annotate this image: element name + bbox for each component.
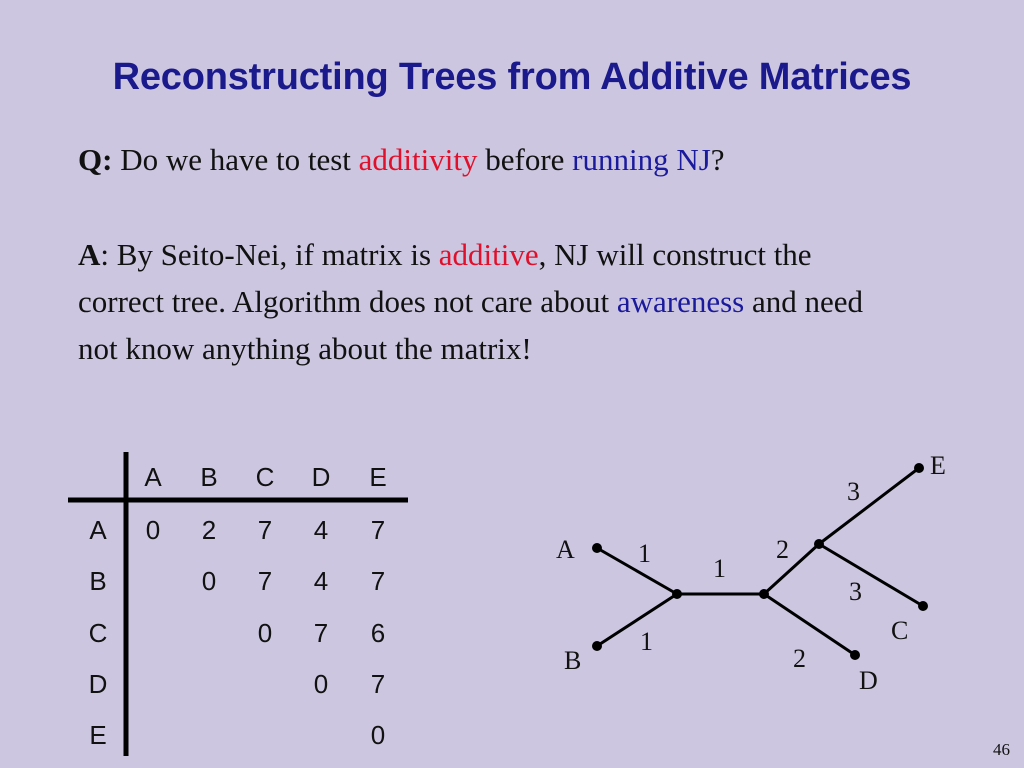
distance-matrix-grid (60, 448, 420, 758)
tree-weight-a: 1 (638, 539, 651, 568)
tree-edge-internal-2 (764, 544, 819, 594)
answer-highlight-awareness: awareness (616, 284, 745, 319)
question-text-2: before (477, 142, 573, 177)
tree-weight-internal-2: 2 (776, 535, 789, 564)
tree-edge-b (597, 594, 677, 646)
matrix-cell: 4 (313, 515, 329, 545)
matrix-cell: 0 (145, 515, 161, 545)
tree-node-c (918, 601, 928, 611)
matrix-col-header: E (369, 462, 387, 492)
question-label: Q: (78, 142, 113, 177)
matrix-col-header: C (255, 462, 275, 492)
matrix-cell: 7 (257, 566, 273, 596)
tree-weight-e: 3 (847, 477, 860, 506)
tree-internal-node (672, 589, 682, 599)
question-text-1: Do we have to test (112, 142, 359, 177)
tree-leaf-label-c: C (891, 616, 909, 645)
matrix-col-header: B (200, 462, 218, 492)
tree-edge-a (597, 548, 677, 594)
tree-edge-d (764, 594, 855, 655)
slide-title: Reconstructing Trees from Additive Matrices (112, 56, 912, 98)
matrix-cell: 0 (201, 566, 217, 596)
matrix-cell: 7 (370, 566, 386, 596)
answer-highlight-additive: additive (438, 237, 539, 272)
tree-node-e (914, 463, 924, 473)
question-text-3: ? (710, 142, 725, 177)
tree-weight-c: 3 (849, 577, 862, 606)
matrix-row-label: D (88, 669, 108, 699)
matrix-row-label: C (88, 618, 108, 648)
answer-text-2: , NJ will construct the correct tree. Algorithm does not care about (78, 237, 812, 319)
matrix-row-label: A (89, 515, 107, 545)
matrix-cell: 0 (257, 618, 273, 648)
phylogenetic-tree (540, 440, 1000, 715)
tree-leaf-label-d: D (859, 666, 878, 695)
distance-matrix (60, 448, 420, 763)
tree-leaf-label-e: E (930, 451, 946, 480)
matrix-cell: 7 (370, 515, 386, 545)
matrix-cell: 7 (313, 618, 329, 648)
matrix-cell: 2 (201, 515, 217, 545)
matrix-cell: 7 (257, 515, 273, 545)
tree-leaf-label-b: B (564, 646, 582, 675)
question-text (78, 142, 725, 178)
question-highlight-additivity: additivity (358, 142, 478, 177)
answer-text-3: and need not know anything about the matrix! (78, 284, 864, 366)
matrix-cell: 0 (370, 720, 386, 750)
tree-node-b (592, 641, 602, 651)
matrix-cell: 7 (370, 669, 386, 699)
page-number: 46 (993, 740, 1010, 759)
question-highlight-running-nj: running NJ (572, 142, 711, 177)
answer-text-1: : By Seito-Nei, if matrix is (100, 237, 439, 272)
tree-internal-node (814, 539, 824, 549)
answer-text (78, 231, 898, 372)
tree-weight-b: 1 (640, 627, 653, 656)
tree-leaf-label-a: A (556, 535, 575, 564)
matrix-cell: 4 (313, 566, 329, 596)
matrix-cell: 0 (313, 669, 329, 699)
answer-label: A (78, 237, 101, 272)
tree-weight-d: 2 (793, 644, 806, 673)
tree-node-d (850, 650, 860, 660)
tree-diagram (540, 440, 1000, 710)
matrix-row-label: B (89, 566, 107, 596)
tree-node-a (592, 543, 602, 553)
matrix-row-label: E (89, 720, 107, 750)
tree-internal-node (759, 589, 769, 599)
matrix-col-header: D (311, 462, 331, 492)
tree-edge-e (819, 468, 919, 544)
matrix-cell: 6 (370, 618, 386, 648)
matrix-col-header: A (144, 462, 162, 492)
tree-edge-c (819, 544, 923, 606)
tree-weight-internal-1: 1 (713, 554, 726, 583)
